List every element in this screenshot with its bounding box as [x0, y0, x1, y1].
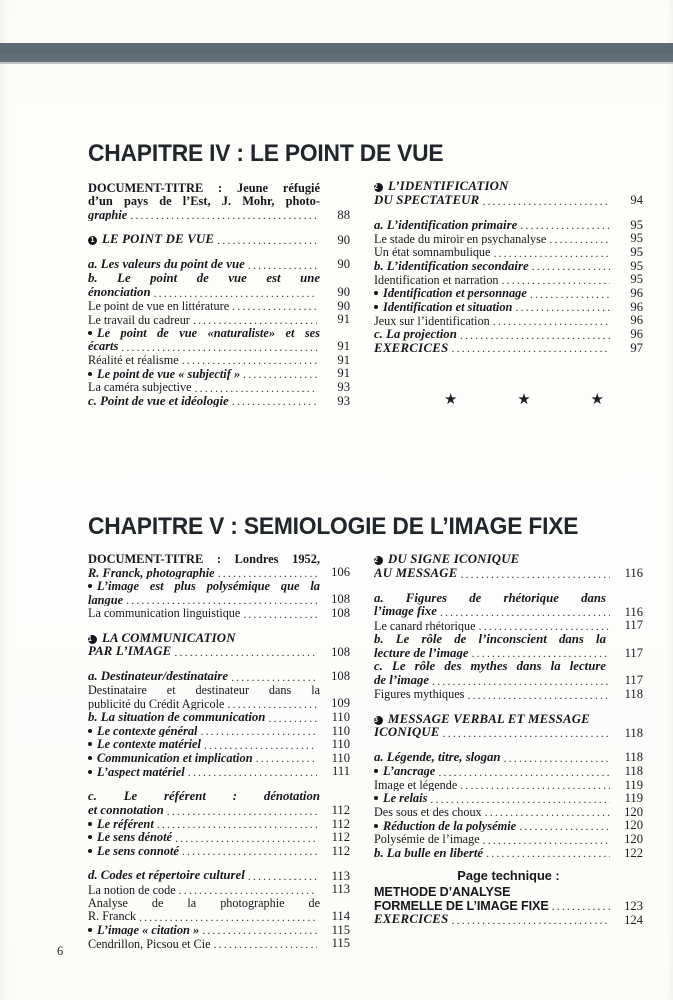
- dot-leader: [200, 725, 317, 737]
- dot-leader: [248, 870, 317, 882]
- dot-leader: [493, 246, 610, 258]
- chapter-4-toc-left-column: [88, 182, 350, 408]
- chapter-4-title: CHAPITRE IV : LE POINT DE VUE: [88, 140, 444, 168]
- dot-leader: [443, 727, 610, 739]
- star-icon: ★: [590, 392, 604, 408]
- dot-leader: [227, 697, 317, 709]
- toc-entry: [374, 342, 643, 355]
- toc-entry-label: de l’image: [374, 674, 430, 687]
- toc-entry-label: La communication linguistique: [88, 607, 241, 620]
- spacer: [88, 247, 350, 258]
- star-icon: ★: [517, 392, 531, 408]
- toc-entry-label: b. La bulle en liberté: [374, 846, 484, 860]
- toc-entry-label: ICONIQUE: [374, 726, 440, 740]
- dot-leader: [175, 831, 317, 843]
- bullet-icon: [88, 928, 92, 932]
- toc-entry-label: b. La situation de communication: [88, 710, 266, 724]
- toc-entry-wrapped-line: Analyse de la photographie de: [88, 895, 320, 910]
- toc-entry-label: Le canard rhétorique: [374, 619, 476, 632]
- page-technique-label: Page technique :: [457, 868, 560, 884]
- toc-entry: [374, 751, 643, 764]
- toc-entry-page: 95: [630, 217, 643, 232]
- toc-entry-label: écarts: [88, 340, 119, 353]
- dot-leader: [130, 209, 317, 221]
- toc-entry: [88, 566, 350, 579]
- toc-entry-page: 118: [624, 750, 643, 765]
- chapter-5-title: CHAPITRE V : SEMIOLOGIE DE L’IMAGE FIXE: [88, 513, 579, 541]
- toc-entry-wrapped-line: L’image est plus polysémique que la: [88, 580, 350, 592]
- dot-leader: [452, 342, 610, 354]
- toc-entry-label: Le référent: [88, 818, 154, 830]
- dot-leader: [515, 301, 610, 313]
- toc-entry: [374, 833, 643, 846]
- dot-leader: [467, 688, 610, 700]
- dot-leader: [530, 287, 610, 299]
- toc-entry: [374, 806, 643, 819]
- dot-leader: [231, 671, 317, 683]
- dot-leader: [472, 647, 610, 659]
- dot-leader: [174, 646, 317, 658]
- toc-entry: [374, 913, 643, 926]
- toc-entry-page: 91: [337, 352, 350, 367]
- toc-entry-label: Identification et situation: [374, 301, 512, 313]
- toc-entry-page: 90: [337, 285, 350, 299]
- toc-entry-page: 117: [624, 645, 643, 660]
- toc-entry-label: b. L’identification secondaire: [374, 259, 529, 273]
- dot-leader: [479, 619, 610, 631]
- page-edge-right: [666, 0, 673, 1000]
- toc-entry: [88, 752, 350, 765]
- toc-entry-label: R. Franck, photographie: [88, 566, 215, 579]
- toc-entry-label: Identification et personnage: [374, 287, 527, 299]
- toc-entry: [88, 725, 350, 738]
- spacer: [374, 702, 643, 713]
- toc-entry-label: a. L’identification primaire: [374, 218, 518, 232]
- toc-entry-page: 96: [630, 326, 643, 341]
- dot-leader: [452, 914, 610, 926]
- spacer: [88, 222, 350, 233]
- toc-entry: [374, 847, 643, 860]
- toc-entry-page: 115: [331, 936, 350, 951]
- toc-entry-label: EXERCICES: [374, 341, 449, 355]
- dot-leader: [430, 792, 610, 804]
- toc-entry-page: 95: [630, 272, 643, 287]
- chapter-5-toc-left-column: [88, 553, 350, 951]
- toc-entry-page: 90: [337, 298, 350, 313]
- toc-entry-wrapped-line: a. Figures de rhétorique dans: [374, 590, 606, 605]
- toc-entry-page: 119: [624, 791, 643, 806]
- dot-leader: [154, 286, 317, 298]
- spacer: [88, 621, 350, 632]
- dot-leader: [188, 766, 317, 778]
- toc-entry-page: 118: [624, 686, 643, 701]
- toc-entry-page: 120: [624, 818, 643, 833]
- star-icon: ★: [444, 392, 458, 408]
- dot-leader: [504, 752, 610, 764]
- toc-entry-wrapped-line: 2 DU SIGNE ICONIQUE: [374, 552, 520, 566]
- toc-entry: [88, 593, 350, 606]
- dot-leader: [182, 354, 317, 366]
- toc-entry-label: L’image « citation »: [88, 924, 199, 936]
- toc-entry: [88, 831, 350, 844]
- toc-entry-page: 106: [331, 565, 350, 580]
- toc-entry-page: 88: [337, 207, 350, 222]
- toc-entry-label: Image et légende: [374, 778, 458, 792]
- toc-entry: [374, 219, 643, 232]
- bullet-icon: [374, 305, 378, 309]
- toc-entry: [88, 924, 350, 937]
- toc-entry-label: Communication et implication: [88, 752, 253, 764]
- toc-entry-label: L’ancrage: [374, 765, 435, 777]
- toc-entry-page: 109: [331, 696, 350, 711]
- toc-entry-wrapped-line: 2 L’IDENTIFICATION: [374, 179, 509, 193]
- toc-entry-page: 122: [624, 845, 643, 860]
- dot-leader: [549, 233, 610, 245]
- dot-leader: [483, 833, 610, 845]
- toc-entry-page: 91: [337, 339, 350, 354]
- toc-entry-label: d. Codes et répertoire culturel: [88, 869, 245, 883]
- toc-entry: [88, 340, 350, 353]
- toc-entry-page: 110: [331, 709, 350, 724]
- toc-entry-label: L’aspect matériel: [88, 766, 185, 778]
- toc-entry-wrapped-line: DOCUMENT-TITRE : Londres 1952,: [88, 552, 320, 566]
- bullet-icon: [374, 824, 378, 828]
- toc-entry: [88, 645, 350, 658]
- bullet-icon: [374, 796, 378, 800]
- dot-leader: [460, 567, 610, 579]
- header-band: [0, 43, 673, 62]
- spacer: [88, 659, 350, 670]
- dot-leader: [243, 368, 317, 380]
- toc-entry-label: Le relais: [374, 792, 427, 804]
- bullet-icon: [88, 756, 92, 760]
- dot-leader: [502, 274, 610, 286]
- spacer: [374, 740, 643, 751]
- toc-entry: [88, 845, 350, 858]
- toc-entry-wrapped-line: METHODE D’ANALYSE: [374, 885, 511, 900]
- toc-entry-label: Cendrillon, Picsou et Cie: [88, 937, 211, 950]
- toc-entry: [88, 765, 350, 778]
- toc-entry-page: 90: [337, 232, 350, 247]
- toc-entry-page: 90: [337, 257, 350, 272]
- toc-entry-page: 96: [630, 285, 643, 300]
- toc-entry-wrapped-line: c. Le rôle des mythes dans la lecture: [374, 659, 606, 674]
- toc-entry: [88, 670, 350, 683]
- dot-leader: [182, 845, 317, 857]
- toc-entry-label: Le sens dénoté: [88, 831, 172, 843]
- toc-entry-label: La notion de code: [88, 883, 176, 896]
- dot-leader: [460, 779, 610, 791]
- dot-leader: [440, 606, 610, 618]
- toc-entry-label: La caméra subjective: [88, 381, 192, 394]
- bullet-icon: [88, 849, 92, 853]
- toc-entry-page: 120: [624, 831, 643, 846]
- toc-entry-page: 116: [624, 604, 643, 619]
- toc-entry-page: 113: [331, 868, 350, 883]
- toc-entry-page: 108: [331, 644, 350, 659]
- toc-entry-label: Jeux sur l’identification: [374, 314, 490, 327]
- toc-entry: [374, 232, 643, 245]
- toc-entry: [374, 246, 643, 259]
- page-number: 6: [57, 944, 64, 958]
- toc-entry-label: Réalité et réalisme: [88, 354, 179, 367]
- dot-leader: [218, 567, 317, 579]
- dot-leader: [217, 234, 317, 246]
- toc-entry-label: AU MESSAGE: [374, 566, 458, 580]
- toc-entry-label: PAR L’IMAGE: [88, 645, 172, 659]
- bullet-icon: [88, 372, 92, 376]
- section-number-badge: 3: [374, 716, 383, 725]
- toc-entry: [374, 779, 643, 792]
- bullet-icon: [88, 729, 92, 733]
- toc-entry-page: 112: [331, 816, 350, 831]
- spacer: [374, 581, 643, 592]
- section-number-badge: 1: [88, 635, 97, 644]
- toc-entry: [88, 607, 350, 620]
- toc-entry-wrapped-line: b. Le point de vue est une: [88, 271, 320, 285]
- bullet-icon: [88, 331, 92, 335]
- toc-entry-label: Un état somnambulique: [374, 246, 491, 259]
- toc-entry-label: lecture de l’image: [374, 646, 469, 660]
- section-number-badge: 1: [88, 236, 97, 245]
- toc-entry: [88, 286, 350, 299]
- dot-leader: [268, 711, 317, 723]
- toc-entry-page: 110: [331, 737, 350, 752]
- toc-entry-label: énonciation: [88, 285, 151, 299]
- spacer: [374, 208, 643, 219]
- toc-entry: [374, 567, 643, 580]
- toc-entry-page: 110: [331, 723, 350, 738]
- toc-entry-page: 108: [331, 669, 350, 684]
- dot-leader: [493, 314, 610, 326]
- toc-entry-page: 111: [332, 764, 350, 779]
- dot-leader: [460, 328, 610, 340]
- toc-entry-page: 91: [337, 312, 350, 327]
- bullet-icon: [88, 584, 92, 588]
- toc-entry-wrapped-line: Le point de vue «naturaliste» et ses: [88, 327, 350, 339]
- dot-leader: [256, 752, 317, 764]
- bullet-icon: [88, 835, 92, 839]
- toc-entry-label: a. Destinateur/destinataire: [88, 670, 229, 683]
- toc-entry: [88, 300, 350, 313]
- toc-entry-wrapped-line: b. Le rôle de l’inconscient dans la: [374, 631, 606, 646]
- toc-entry-page: 110: [331, 750, 350, 765]
- toc-entry-page: 95: [630, 244, 643, 259]
- toc-entry-label: Le contexte général: [88, 725, 197, 737]
- toc-entry-wrapped-line: DOCUMENT-TITRE : Jeune réfugié: [88, 181, 320, 195]
- toc-entry-label: R. Franck: [88, 910, 137, 923]
- toc-entry: [88, 883, 350, 896]
- toc-entry: [374, 765, 643, 778]
- toc-entry: [88, 209, 350, 222]
- toc-entry-page: 97: [630, 340, 643, 355]
- toc-entry-page: 93: [337, 393, 350, 408]
- toc-entry-label: Polysémie de l’image: [374, 833, 480, 846]
- toc-entry-page: 118: [624, 725, 643, 740]
- toc-entry-page: 113: [331, 882, 350, 897]
- toc-entry-page: 116: [624, 566, 643, 580]
- toc-entry-page: 96: [630, 299, 643, 314]
- toc-entry-wrapped-line: Destinataire et destinateur dans la: [88, 682, 320, 697]
- page-edge-left: [0, 0, 9, 1000]
- toc-entry: [374, 194, 643, 207]
- toc-entry-page: 124: [624, 912, 643, 927]
- dot-leader: [179, 883, 317, 895]
- toc-entry: [88, 869, 350, 882]
- toc-entry: [88, 738, 350, 751]
- toc-entry: [88, 697, 350, 710]
- dot-leader: [193, 313, 317, 325]
- toc-entry-label: Identification et narration: [374, 273, 499, 286]
- toc-entry: [374, 273, 643, 286]
- bullet-icon: [88, 770, 92, 774]
- dot-leader: [204, 738, 317, 750]
- toc-entry-label: a. Légende, titre, slogan: [374, 751, 501, 764]
- dot-leader: [438, 765, 610, 777]
- toc-entry: [374, 619, 643, 632]
- toc-entry-label: EXERCICES: [374, 913, 449, 927]
- toc-entry-page: 118: [624, 763, 643, 778]
- toc-entry-label: Le point de vue « subjectif »: [88, 368, 240, 380]
- toc-entry-page: 123: [624, 898, 643, 913]
- toc-entry: [88, 937, 350, 950]
- dot-leader: [167, 804, 317, 816]
- toc-entry: [374, 726, 643, 739]
- toc-entry-page: 114: [331, 908, 350, 923]
- toc-entry-page: 95: [630, 258, 643, 273]
- bullet-icon: [88, 822, 92, 826]
- dot-leader: [126, 594, 317, 606]
- toc-entry-page: 112: [331, 843, 350, 858]
- dot-leader: [552, 900, 610, 912]
- toc-entry-label: graphie: [88, 209, 128, 222]
- toc-entry: [88, 367, 350, 380]
- section-number-badge: 2: [374, 556, 383, 565]
- toc-entry-label: Réduction de la polysémie: [374, 820, 516, 832]
- toc-entry: [88, 395, 350, 408]
- toc-entry: [374, 792, 643, 805]
- toc-entry: [374, 819, 643, 832]
- toc-entry-label: c. La projection: [374, 327, 457, 341]
- toc-entry: [88, 711, 350, 724]
- dot-leader: [232, 300, 317, 312]
- dot-leader: [486, 847, 610, 859]
- toc-entry-page: 117: [624, 673, 643, 688]
- toc-entry-page: 108: [331, 606, 350, 620]
- toc-entry-label: a. Les valeurs du point de vue: [88, 258, 245, 271]
- chapter-5-toc-right-column: [374, 553, 643, 927]
- toc-entry-page: 119: [624, 777, 643, 792]
- dot-leader: [532, 260, 610, 272]
- toc-entry-label: Figures mythiques: [374, 688, 465, 701]
- toc-entry-page: 93: [337, 379, 350, 394]
- toc-entry-page: 94: [630, 193, 643, 207]
- toc-entry: [374, 314, 643, 327]
- toc-entry-label: et connotation: [88, 803, 164, 817]
- bullet-icon: [374, 769, 378, 773]
- toc-entry-label: Le stade du miroir en psychanalyse: [374, 232, 547, 245]
- toc-entry-wrapped-line: d’un pays de l’Est, J. Mohr, photo-: [88, 194, 320, 209]
- dot-leader: [232, 395, 317, 407]
- toc-entry-page: 117: [624, 618, 643, 633]
- dot-leader: [214, 937, 317, 949]
- toc-entry: [374, 328, 643, 341]
- toc-entry-label: 1 LE POINT DE VUE: [88, 233, 214, 246]
- toc-entry: [374, 605, 643, 618]
- dot-leader: [121, 340, 317, 352]
- toc-entry-page: 115: [331, 922, 350, 937]
- toc-entry-wrapped-line: 1 LA COMMUNICATION: [88, 630, 236, 645]
- dot-leader: [519, 820, 610, 832]
- toc-entry: [88, 354, 350, 367]
- dot-leader: [157, 818, 317, 830]
- bullet-icon: [374, 291, 378, 295]
- toc-entry: [88, 313, 350, 326]
- toc-entry-wrapped-line: 3 MESSAGE VERBAL ET MESSAGE: [374, 711, 590, 726]
- chapter-4-toc-right-column: [374, 180, 643, 355]
- toc-entry-page: 108: [331, 592, 350, 607]
- section-divider-stars: [444, 393, 604, 408]
- toc-entry-label: publicité du Crédit Agricole: [88, 697, 225, 710]
- toc-entry-label: c. Point de vue et idéologie: [88, 394, 229, 408]
- toc-entry-label: langue: [88, 593, 124, 606]
- section-number-badge: 2: [374, 183, 383, 192]
- toc-entry-page: 120: [624, 804, 643, 819]
- bullet-icon: [88, 742, 92, 746]
- toc-entry-label: DU SPECTATEUR: [374, 193, 480, 207]
- dot-leader: [482, 194, 610, 206]
- toc-entry: [374, 301, 643, 314]
- toc-entry: [374, 900, 643, 913]
- toc-entry-label: Le sens connoté: [88, 845, 179, 857]
- dot-leader: [202, 924, 317, 936]
- toc-entry-page: 112: [331, 802, 350, 817]
- dot-leader: [520, 219, 610, 231]
- toc-entry-label: Le contexte matériel: [88, 738, 201, 750]
- toc-entry-page: 95: [630, 231, 643, 246]
- dot-leader: [195, 381, 317, 393]
- dot-leader: [485, 806, 610, 818]
- toc-entry-label: Le travail du cadreur: [88, 313, 190, 326]
- toc-entry: [88, 804, 350, 817]
- toc-entry: [374, 688, 643, 701]
- toc-entry-page: 96: [630, 313, 643, 328]
- toc-entry: [88, 818, 350, 831]
- toc-entry: [374, 647, 643, 660]
- toc-entry: [88, 258, 350, 271]
- toc-entry: [374, 260, 643, 273]
- toc-entry: [374, 674, 643, 687]
- toc-entry-page: 112: [331, 830, 350, 845]
- toc-entry: [374, 287, 643, 300]
- toc-entry-label: l’image fixe: [374, 605, 437, 619]
- toc-entry-label: Des sous et des choux: [374, 806, 482, 819]
- toc-entry: [88, 381, 350, 394]
- toc-entry-page: 91: [337, 366, 350, 381]
- dot-leader: [432, 675, 610, 687]
- dot-leader: [248, 259, 317, 271]
- toc-entry: [88, 233, 350, 246]
- toc-entry-wrapped-line: c. Le référent : dénotation: [88, 788, 320, 803]
- dot-leader: [243, 607, 317, 619]
- toc-entry-label: Le point de vue en littérature: [88, 299, 230, 313]
- toc-entry-label: FORMELLE DE L’IMAGE FIXE: [374, 899, 549, 913]
- spacer: [88, 858, 350, 869]
- dot-leader: [139, 910, 317, 922]
- toc-entry: [88, 910, 350, 923]
